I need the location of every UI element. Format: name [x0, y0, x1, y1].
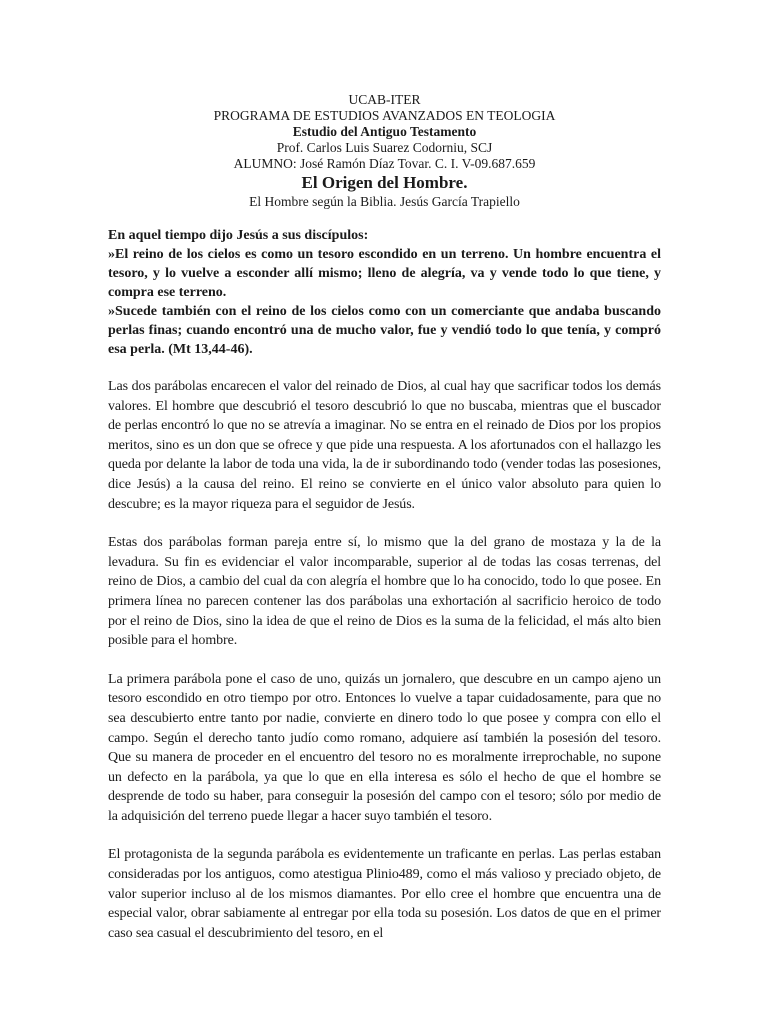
- quote-paragraph-1: »El reino de los cielos es como un tesoro escondido en un terreno. Un hombre encuentra el tesoro, y lo vuelve a esconder allí mismo; lleno de alegría, va y vende todo lo que tiene, y compra ese terreno.: [108, 247, 661, 300]
- document-body: [108, 377, 661, 943]
- document-content: [108, 92, 661, 962]
- body-paragraph: La primera parábola pone el caso de uno, quizás un jornalero, que descubre en un campo ajeno un tesoro escondido en otro tiempo por otro. Entonces lo vuelve a tapar cuidadosamente, para que no sea descubierto entre tanto por nadie, convierte en dinero todo lo que posee y compra con ello el campo. Según el derecho tanto judío como romano, adquiere así también la posesión del tesoro. Que su manera de proceder en el encuentro del tesoro no es moralmente irreprochable, no supone un defecto en la parábola, ya que lo que en ella interesa es sólo el hecho de que el hombre se desprende de todo su haber, para conseguir la posesión del campo con el tesoro; sólo por medio de la adquisición del terreno puede llegar a hacer suyo también el tesoro.: [108, 671, 661, 824]
- quote-paragraph-2: »Sucede también con el reino de los cielos como con un comerciante que andaba buscando perlas finas; cuando encontró una de mucho valor, fue y vendió todo lo que tenía, y compró esa perla. (Mt 13,44-46).: [108, 304, 661, 357]
- document-header: [108, 92, 661, 210]
- document-subtitle: El Hombre según la Biblia. Jesús García Trapiello: [249, 194, 520, 209]
- document-title: El Origen del Hombre.: [301, 173, 468, 192]
- gospel-quote: [108, 226, 661, 359]
- quote-intro: En aquel tiempo dijo Jesús a sus discípulos:: [108, 228, 369, 243]
- course-line: Estudio del Antiguo Testamento: [292, 124, 477, 139]
- body-paragraph: Estas dos parábolas forman pareja entre sí, lo mismo que la del grano de mostaza y la de la levadura. Su fin es evidenciar el valor incomparable, superior al de todas las cosas terrenas, del reino de Dios, a cambio del cual da con alegría el hombre que lo ha conocido, todo lo que posee. En primera línea no parecen contener las dos parábolas una exhortación al sacrificio heroico de todo por el reino de Dios, sino la idea de que el reino de Dios es la suma de la felicidad, el más alto bien posible para el hombre.: [108, 535, 661, 649]
- body-paragraph: Las dos parábolas encarecen el valor del reinado de Dios, al cual hay que sacrificar todos los demás valores. El hombre que descubrió el tesoro descubrió lo que no buscaba, mientras que el buscador de perlas encontró lo que no se atrevía a imaginar. No se entra en el reinado de Dios por los propios meritos, sino es un don que se ofrece y que pide una respuesta. A los afortunados con el hallazgo les queda por delante la labor de toda una vida, la de ir subordinando todo (vender todas las posesiones, dice Jesús) a la causa del reino. El reino se convierte en el único valor absoluto para quien lo descubre; es la mayor riqueza para el seguidor de Jesús.: [108, 379, 661, 512]
- program-line: PROGRAMA DE ESTUDIOS AVANZADOS EN TEOLOGIA: [213, 108, 556, 123]
- professor-line: Prof. Carlos Luis Suarez Codorniu, SCJ: [276, 140, 493, 155]
- student-line: ALUMNO: José Ramón Díaz Tovar. C. I. V-09.687.659: [233, 156, 536, 171]
- body-paragraph: El protagonista de la segunda parábola es evidentemente un traficante en perlas. Las perlas estaban consideradas por los antiguos, como atestigua Plinio489, como el más valioso y preciado objeto, de valor superior incluso al de los mismos diamantes. Por ello cree el hombre que encuentra una de especial valor, obrar sabiamente al entregar por ella toda su posesión. Los datos de que en el primer caso sea casual el descubrimiento del tesoro, en el: [108, 847, 661, 941]
- institution-line: UCAB-ITER: [348, 92, 421, 107]
